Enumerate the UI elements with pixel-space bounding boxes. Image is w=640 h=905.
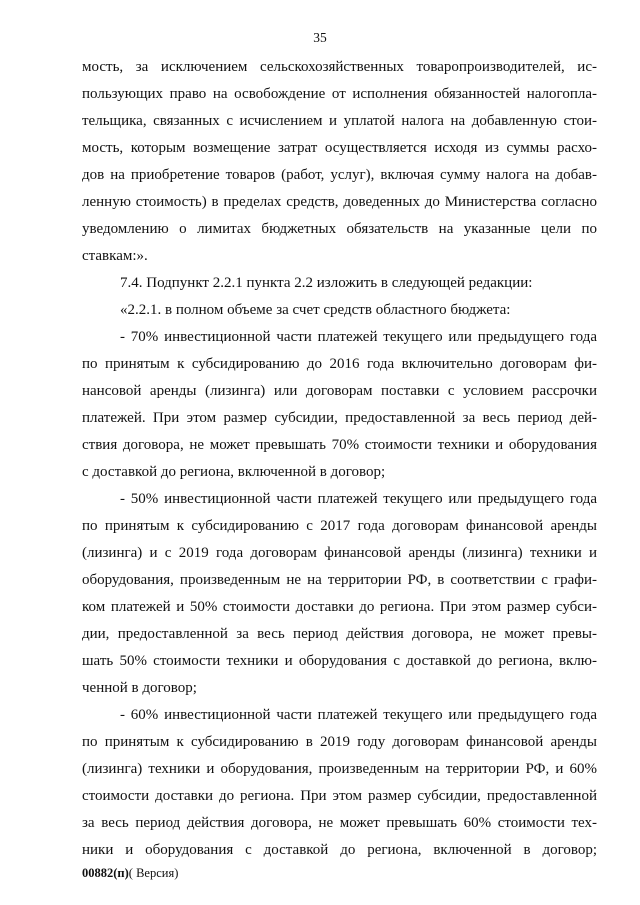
text-line: уведомлению о лимитах бюджетных обязательств на указанные цели по — [82, 221, 597, 237]
text-line: дов на приобретение товаров (работ, услуг), включая сумму налога на добав- — [82, 167, 597, 183]
paragraph-heading: 7.4. Подпункт 2.2.1 пункта 2.2 изложить в следующей редакции: — [120, 275, 533, 291]
text-line: за весь период действия договора, не может превышать 60% стоимости тех- — [82, 815, 597, 831]
list-item-start: - 70% инвестиционной части платежей текущего или предыдущего года — [120, 329, 597, 345]
text-line: нансовой аренды (лизинга) или договорам поставки с условием рассрочки — [82, 383, 597, 399]
text-line: шать 50% стоимости техники и оборудования с доставкой до региона, вклю- — [82, 653, 597, 669]
list-item-start: - 50% инвестиционной части платежей текущего или предыдущего года — [120, 491, 597, 507]
text-line: с доставкой до региона, включенной в договор; — [82, 464, 386, 480]
text-line: по принятым к субсидированию в 2019 году договорам финансовой аренды — [82, 734, 597, 750]
text-line: (лизинга) техники и оборудования, произведенным на территории РФ, и 60% — [82, 761, 597, 777]
text-line: мость, за исключением сельскохозяйственных товаропроизводителей, ис- — [82, 59, 597, 75]
text-line: стоимости доставки до региона. При этом размер субсидии, предоставленной — [82, 788, 597, 804]
text-line: по принятым к субсидированию с 2017 года договорам финансовой аренды — [82, 518, 597, 534]
text-line: ленную стоимость) в пределах средств, доведенных до Министерства согласно — [82, 194, 597, 210]
document-footer — [82, 866, 178, 881]
text-line: платежей. При этом размер субсидии, предоставленной за весь период дей- — [82, 410, 597, 426]
text-line: оборудования, произведенным не на территории РФ, в соответствии с графи- — [82, 572, 597, 588]
text-line: по принятым к субсидированию до 2016 года включительно договорам фи- — [82, 356, 597, 372]
text-line: тельщика, связанных с исчислением и уплатой налога на добавленную стои- — [82, 113, 597, 129]
text-line: мость, которым возмещение затрат осуществляется исходя из суммы расхо- — [82, 140, 597, 156]
text-line: пользующих право на освобождение от исполнения обязанностей налогопла- — [82, 86, 597, 102]
text-line: ком платежей и 50% стоимости доставки до региона. При этом размер субси- — [82, 599, 597, 615]
paragraph-heading: «2.2.1. в полном объеме за счет средств областного бюджета: — [120, 302, 511, 318]
text-line: ставкам:». — [82, 248, 148, 264]
text-line: (лизинга) и с 2019 года договорам финансовой аренды (лизинга) техники и — [82, 545, 597, 561]
list-item-start: - 60% инвестиционной части платежей текущего или предыдущего года — [120, 707, 597, 723]
text-line: ники и оборудования с доставкой до региона, включенной в договор; — [82, 842, 597, 858]
page-number: 35 — [313, 30, 327, 45]
document-version: ( Версия) — [128, 866, 179, 880]
document-code: 00882(п) — [82, 866, 129, 880]
text-line: дии, предоставленной за весь период действия договора, не может превы- — [82, 626, 597, 642]
text-line: ствия договора, не может превышать 70% стоимости техники и оборудования — [82, 437, 597, 453]
text-line: ченной в договор; — [82, 680, 197, 696]
